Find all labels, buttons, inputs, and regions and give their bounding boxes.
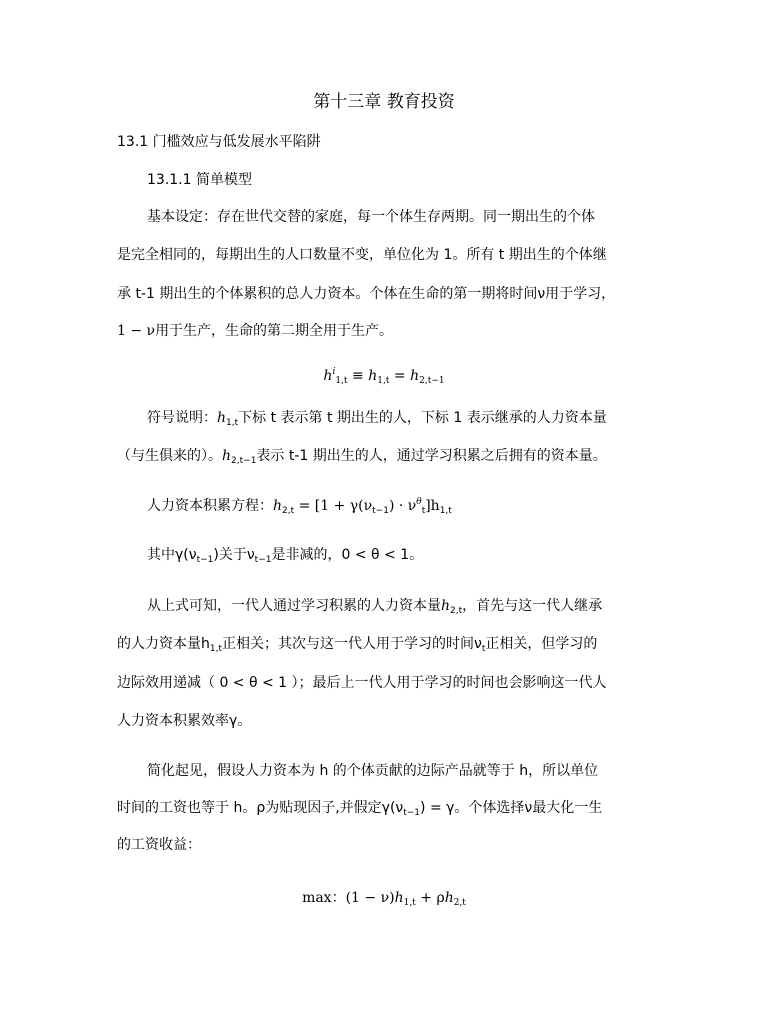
chapter-title: 第十三章 教育投资 <box>313 92 455 112</box>
equation-1: $h^i_{1,t} \equiv h_{1,t} = h_{2,t-1}$ <box>323 367 445 386</box>
paragraph-line: 承 t-1 期出生的个体累积的总人力资本。个体在生命的第一期将时间ν用于学习， <box>117 286 616 302</box>
paragraph-line: 的人力资本量$h_{1,t}$正相关；其次与这一代人用于学习的时间$\nu_t$正相关，但学习的 <box>117 636 598 654</box>
subsection-heading: 13.1.1 简单模型 <box>147 172 252 188</box>
objective-equation: max：$(1 - \nu)h_{1,t} + \rho h_{2,t}$ <box>302 890 466 908</box>
paragraph-line: 1 − ν用于生产，生命的第二期全用于生产。 <box>117 323 394 339</box>
paragraph-line: 人力资本积累效率γ。 <box>117 713 252 729</box>
paragraph-line: 从上式可知，一代人通过学习积累的人力资本量$h_{2,t}$，首先与这一代人继承 <box>147 598 603 616</box>
paragraph-line: 是完全相同的，每期出生的人口数量不变，单位化为 1。所有 t 期出生的个体继 <box>117 247 607 263</box>
one-minus-nu: 1 − ν <box>117 323 156 339</box>
paragraph-line: 简化起见，假设人力资本为 h 的个体贡献的边际产品就等于 h，所以单位 <box>147 763 599 779</box>
section-heading: 13.1 门槛效应与低发展水平陷阱 <box>117 134 321 150</box>
notation-line-1: 符号说明：$h_{1,t}$下标 t 表示第 t 期出生的人，下标 1 表示继承的人力资本量 <box>147 410 607 428</box>
notation-line-2: （与生俱来的）。$h_{2,t-1}$表示 t-1 期出生的人，通过学习积累之后拥有的资本量。 <box>117 448 607 466</box>
condition-line: 其中$\gamma(\nu_{t-1})$关于$\nu_{t-1}$是非减的，0 < θ < 1。 <box>147 547 424 565</box>
paragraph-line: 基本设定：存在世代交替的家庭，每一个体生存两期。同一期出生的个体 <box>147 209 595 225</box>
paragraph-line: 时间的工资也等于 h。ρ为贴现因子,并假定$\gamma(\nu_{t-1}) = \gamma$。个体选择ν最大化一生 <box>117 800 603 818</box>
accumulation-equation: 人力资本积累方程：$h_{2,t} = [1 + \gamma(\nu_{t-1}) \cdot \nu^\theta_t]h_{1,t}$ <box>147 497 452 516</box>
paragraph-line: 边际效用递减（ 0 < θ < 1 ）；最后上一代人用于学习的时间也会影响这一代人 <box>117 675 607 691</box>
paragraph-line: 的工资收益： <box>117 837 201 853</box>
